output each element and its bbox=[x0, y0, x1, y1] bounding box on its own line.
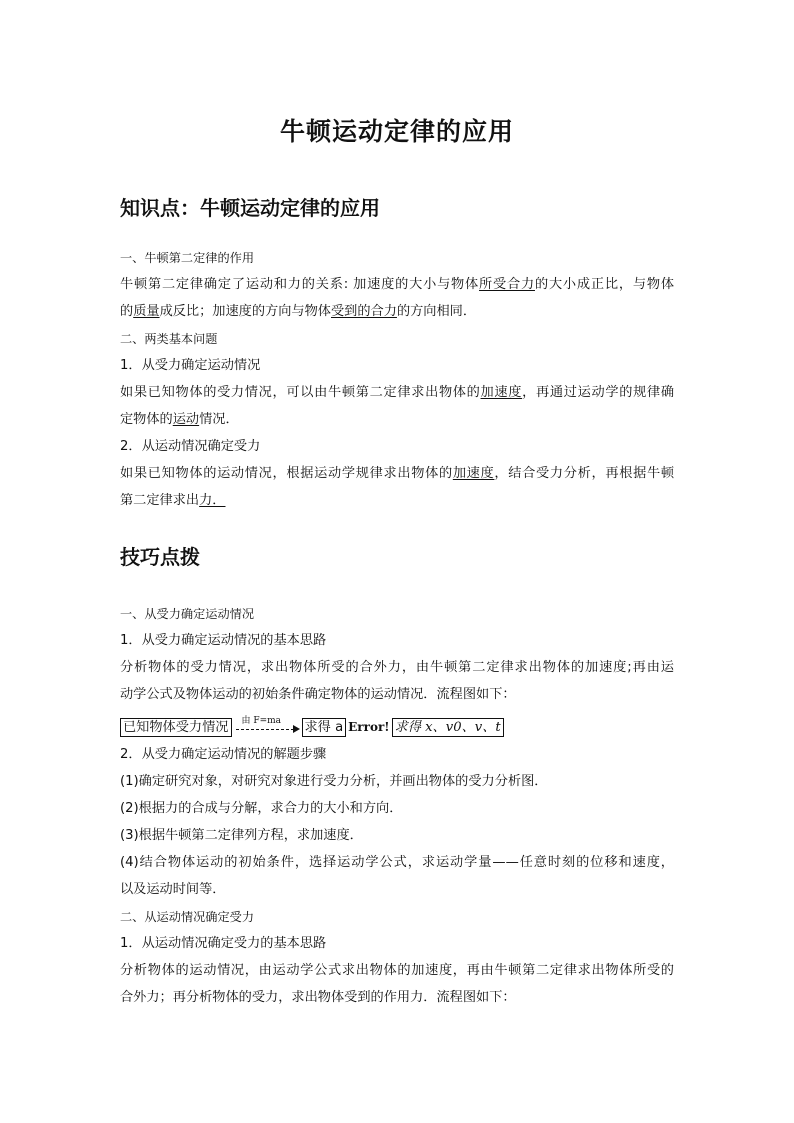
underlined-term: 运动 bbox=[172, 412, 200, 427]
section-heading-tips: 技巧点拨 bbox=[120, 545, 200, 569]
flow-box-kinematics: 求得 x、v0、v、t bbox=[392, 718, 504, 737]
step-line: (2)根据力的合成与分解，求合力的大小和方向． bbox=[120, 801, 403, 816]
step-line: (4)结合物体运动的初始条件，选择运动学公式，求运动学量——任意时刻的位移和速度， bbox=[120, 855, 674, 870]
item-heading: 二、从运动情况确定受力 bbox=[120, 910, 255, 924]
sub-heading: 2．从受力确定运动情况的解题步骤 bbox=[120, 747, 327, 762]
paragraph-line: 如果已知物体的运动情况，根据运动学规律求出物体的加速度，结合受力分析，再根据牛顿 bbox=[120, 466, 675, 481]
page-title: 牛顿运动定律的应用 bbox=[279, 117, 514, 146]
underlined-term: 质量 bbox=[133, 304, 160, 319]
underlined-term: 所受合力 bbox=[479, 277, 535, 292]
underlined-term: 加速度 bbox=[452, 466, 495, 481]
section-heading-knowledge: 知识点：牛顿运动定律的应用 bbox=[120, 196, 380, 220]
paragraph-line: 合外力；再分析物体的受力，求出物体受到的作用力．流程图如下： bbox=[120, 990, 516, 1005]
step-line: (3)根据牛顿第二定律列方程，求加速度． bbox=[120, 828, 363, 843]
flow-error-text: Error! bbox=[348, 720, 390, 734]
sub-heading: 1．从受力确定运动情况的基本思路 bbox=[120, 633, 327, 648]
paragraph-line: 第二定律求出力． bbox=[120, 493, 226, 508]
sub-heading: 1．从运动情况确定受力的基本思路 bbox=[120, 936, 327, 951]
paragraph-line: 如果已知物体的受力情况，可以由牛顿第二定律求出物体的加速度，再通过运动学的规律确 bbox=[120, 385, 675, 400]
arrow-shaft-icon bbox=[236, 729, 294, 730]
paragraph-line: 动学公式及物体运动的初始条件确定物体的运动情况．流程图如下： bbox=[120, 687, 516, 702]
sub-heading: 1．从受力确定运动情况 bbox=[120, 358, 261, 373]
underlined-term: 受到的合力 bbox=[331, 304, 397, 319]
sub-heading: 2．从运动情况确定受力 bbox=[120, 439, 261, 454]
arrow-head-icon bbox=[293, 725, 300, 733]
underlined-term: 加速度 bbox=[480, 385, 523, 400]
flow-box-acceleration: 求得 a bbox=[302, 718, 347, 737]
paragraph-line: 定物体的运动情况． bbox=[120, 412, 239, 427]
step-line: 以及运动时间等． bbox=[120, 882, 226, 897]
flow-arrow-label: 由 F=ma bbox=[241, 716, 282, 726]
item-heading: 一、从受力确定运动情况 bbox=[120, 607, 255, 621]
flow-box-known-forces: 已知物体受力情况 bbox=[120, 718, 232, 737]
item-heading: 一、牛顿第二定律的作用 bbox=[120, 251, 255, 265]
flow-diagram bbox=[120, 717, 504, 737]
paragraph-line: 分析物体的运动情况，由运动学公式求出物体的加速度，再由牛顿第二定律求出物体所受的 bbox=[120, 963, 674, 978]
paragraph-line: 牛顿第二定律确定了运动和力的关系: 加速度的大小与物体所受合力的大小成正比，与物体 bbox=[120, 277, 675, 292]
item-heading: 二、两类基本问题 bbox=[120, 332, 218, 346]
step-line: (1)确定研究对象，对研究对象进行受力分析，并画出物体的受力分析图． bbox=[120, 774, 548, 789]
paragraph-line: 的质量成反比；加速度的方向与物体受到的合力的方向相同． bbox=[120, 304, 477, 319]
underlined-term: 力． bbox=[199, 493, 226, 508]
flow-arrow bbox=[234, 717, 300, 737]
paragraph-line: 分析物体的受力情况，求出物体所受的合外力，由牛顿第二定律求出物体的加速度;再由运 bbox=[120, 660, 674, 675]
